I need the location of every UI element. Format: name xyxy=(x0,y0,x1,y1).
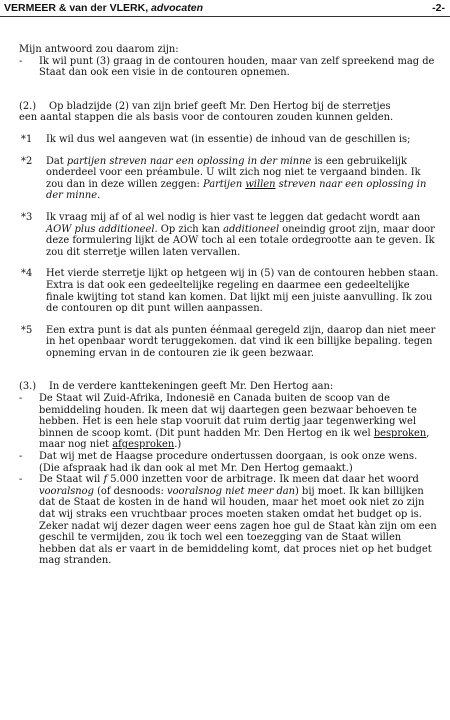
section-2 xyxy=(19,101,439,124)
text-run: oneindig groot zijn, maar door deze formulering lijkt de AOW toch al een totale ordegrootte aan te geven. Ik zou dit sterretje willen laten vervallen. xyxy=(46,223,435,258)
text-run: . Op zich kan xyxy=(154,223,224,235)
text-run: ) bij moet. Ik kan billijken dat de Staat de kosten in de hand wil houden, maar het moet ook niet zo zijn dat wij straks een vruchtbaar proces moeten staken omdat het budget op is. Zeker nadat wij dezer dagen weer eens zagen hoe gul de Staat kàn zijn om een geschil te vermijden, zou ik toch wel een toezegging van de Staat willen hebben dat als er vaart in de bemiddeling komt, dat proces niet op het budget mag stranden. xyxy=(39,485,437,567)
text-run: , maar nog niet xyxy=(39,427,430,451)
section-3 xyxy=(19,381,439,393)
star-marker: *5 xyxy=(21,324,33,336)
section-2-continuation: een aantal stappen die als basis voor de contouren zouden kunnen gelden. xyxy=(19,112,394,124)
section-3-item-3 xyxy=(19,474,439,567)
star-marker: *2 xyxy=(21,155,33,167)
underlined-italic-run: willen xyxy=(245,178,276,190)
italic-run: vooralsnog xyxy=(39,485,94,497)
section-3-lead: In de verdere kanttekeningen geeft Mr. Den Hertog aan: xyxy=(49,381,334,393)
intro-item xyxy=(19,56,439,79)
star-item-2 xyxy=(19,156,439,202)
section-number: (3.) xyxy=(19,381,37,393)
dash-marker: - xyxy=(19,55,23,67)
star-item-text: Het vierde sterretje lijkt op hetgeen wij in (5) van de contouren hebben staan. Extra is dat ook een gedeeltelijke regeling en daarmee een gedeeltelijke finale kwijting tot stand kan komen. Dat lijkt mij een juiste aanvulling. Ik zou de contouren op dit punt willen aanpassen. xyxy=(46,268,439,315)
section-2-first-line: Op bladzijde (2) van zijn brief geeft Mr. Den Hertog bij de sterretjes xyxy=(49,100,391,112)
firm-name xyxy=(4,2,203,14)
star-marker: *4 xyxy=(21,268,33,280)
text-run: . xyxy=(97,190,101,202)
firm-name-text: VERMEER & van der VLERK, xyxy=(4,2,149,14)
firm-suffix: advocaten xyxy=(151,2,203,14)
page-header xyxy=(0,0,450,16)
underlined-run: afgesproken xyxy=(112,439,175,451)
star-item-1 xyxy=(19,134,439,146)
dash-marker: - xyxy=(19,393,23,405)
section-number: (2.) xyxy=(19,100,37,112)
intro-lead: Mijn antwoord zou daarom zijn: xyxy=(19,44,179,55)
star-item-text: Ik wil dus wel aangeven wat (in essentie) de inhoud van de geschillen is; xyxy=(46,133,411,145)
text-run: De Staat wil Zuid-Afrika, Indonesië en Canada buiten de scoop van de bemiddeling houden. Ik meen dat wij daartegen geen bezwaar behoeven te hebben. Het is een hele stap vooruit dat ruim dertig jaar tegenwerking wel binnen de scoop komt. (Dit punt hadden Mr. Den Hertog en ik wel xyxy=(39,393,417,439)
dash-item-text xyxy=(39,393,429,450)
star-item-text: Een extra punt is dat als punten éénmaal geregeld zijn, daarop dan niet meer in het openbaar wordt teruggekomen. dat vind ik een billijke bepaling. tegen opneming ervan in de contouren zie ik geen bezwaar. xyxy=(46,324,436,359)
star-marker: *3 xyxy=(21,211,33,223)
italic-run: partijen streven naar een oplossing in der minne xyxy=(66,155,312,167)
italic-run: vooralsnog niet meer dan xyxy=(167,485,296,497)
text-run: Dat xyxy=(46,155,67,167)
page-number: -2- xyxy=(432,2,445,14)
text-run: De Staat wil xyxy=(39,474,104,486)
dash-marker: - xyxy=(19,451,23,463)
text-run: 5.000 inzetten voor de arbitrage. Ik meen dat daar het woord xyxy=(107,474,419,486)
text-run: is een gebruikelijk onderdeel voor een préambule. U wilt zich nog niet te vergaand binden. Ik zou dan in deze willen zeggen: xyxy=(46,155,421,190)
star-item-4 xyxy=(19,268,439,314)
dash-item-text xyxy=(39,474,437,566)
header-rule xyxy=(0,16,450,17)
italic-run: additioneel xyxy=(223,223,280,235)
italic-run: streven naar een oplossing in der minne xyxy=(46,178,427,202)
section-3-item-1 xyxy=(19,393,439,451)
star-item-5 xyxy=(19,325,439,360)
italic-run: Partijen xyxy=(203,178,246,190)
italic-run: f xyxy=(103,474,108,486)
text-run: (of desnoods: xyxy=(93,485,168,497)
underlined-run: besproken xyxy=(373,427,427,439)
star-marker: *1 xyxy=(21,133,33,145)
star-item-3 xyxy=(19,212,439,258)
text-run: Ik vraag mij af of al wel nodig is hier vast te leggen dat gedacht wordt aan xyxy=(46,211,421,223)
italic-run: AOW plus additioneel xyxy=(46,223,155,235)
dash-marker: - xyxy=(19,474,23,486)
intro-item-text: Ik wil punt (3) graag in de contouren houden, maar van zelf spreekend mag de Staat dan ook een visie in de contouren opnemen. xyxy=(39,55,435,79)
dash-item-text: Dat wij met de Haagse procedure ondertussen doorgaan, is ook onze wens. (Die afspraak had ik dan ook al met Mr. Den Hertog gemaakt.) xyxy=(39,451,418,474)
letter-body xyxy=(19,44,439,567)
star-item-text xyxy=(46,156,426,202)
section-3-item-2 xyxy=(19,451,439,474)
star-item-text xyxy=(46,212,435,258)
text-run: .) xyxy=(174,439,182,451)
